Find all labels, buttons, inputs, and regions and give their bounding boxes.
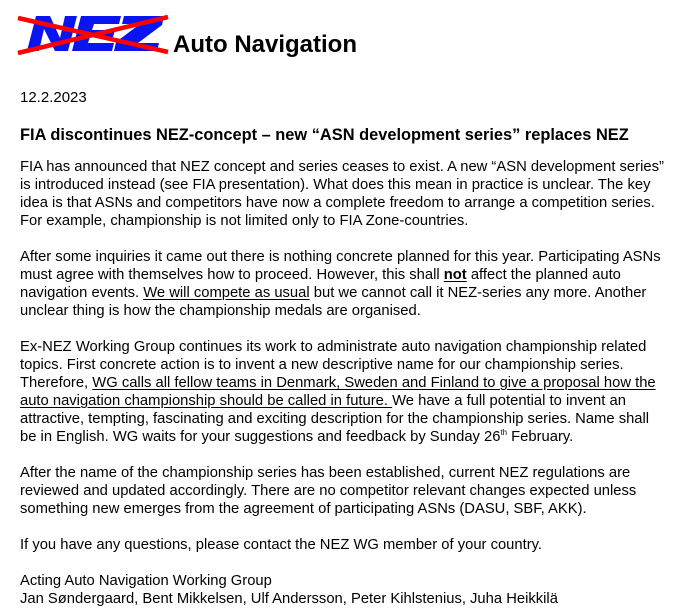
text-span: February. [507,428,574,445]
article-date: 12.2.2023 [20,89,87,106]
text-span: must agree with themselves how to proceed. However, this shall [20,266,444,283]
article-headline: FIA discontinues NEZ-concept – new “ASN development series” replaces NEZ [20,126,629,144]
text-line [20,284,660,302]
underlined-call-for-proposals: WG calls all fellow teams in Denmark, Sweden and Finland to give a proposal how the [92,374,656,391]
text-line: FIA has announced that NEZ concept and series ceases to exist. A new “ASN development series” [20,158,664,175]
page-header [0,0,673,70]
nez-crossed-out-logo-icon [14,10,174,60]
text-span: Therefore, [20,374,93,391]
site-title: Auto Navigation [173,31,357,58]
text-line [20,266,660,284]
text-line: is introduced instead (see FIA presentation). What does this mean in practice is unclear. The key [20,176,651,193]
signature-members: Jan Søndergaard, Bent Mikkelsen, Ulf Andersson, Peter Kihlstenius, Juha Heikkilä [20,590,558,607]
article [20,89,670,608]
underlined-call-for-proposals-cont: auto navigation championship should be called in future. [20,392,393,409]
signature-group: Acting Auto Navigation Working Group [20,572,272,589]
text-line: unclear thing is how the championship medals are organised. [20,302,421,319]
paragraph-2 [20,248,670,320]
text-line [20,392,660,410]
text-line [20,374,660,392]
text-line: something new emerges from the agreement of participating ASNs (DASU, SBF, AKK). [20,500,587,517]
text-line: attractive, tempting, fascinating and exciting description for the championship series. Name shall [20,410,650,427]
paragraph-4 [20,464,670,518]
text-span: affect the planned auto [466,266,621,283]
text-line: topics. First concrete action is to invent a new descriptive name for our championship series. [20,356,624,373]
emphasis-not: not [443,266,467,283]
text-line: After the name of the championship series has been established, current NEZ regulations are [20,464,631,481]
text-line: Ex-NEZ Working Group continues its work to administrate auto navigation championship related [20,338,647,355]
paragraph-5 [20,536,670,554]
text-line: reviewed and updated accordingly. There are no competitor relevant changes expected unless [20,482,637,499]
text-line: idea is that ASNs and competitors have now a complete freedom to arrange a competition series. [20,194,655,211]
signature-block [20,572,670,608]
text-span: We have a full potential to invent an [392,392,626,409]
text-line [20,428,660,446]
paragraph-1 [20,158,670,230]
underlined-compete-as-usual: We will compete as usual [143,284,310,301]
ordinal-suffix: th [500,428,508,437]
text-line: After some inquiries it came out there is nothing concrete planned for this year. Participating ASNs [20,248,661,265]
text-span: be in English. WG waits for your suggestions and feedback by Sunday 26 [20,428,501,445]
text-span: navigation events. [20,284,144,301]
text-line: If you have any questions, please contact the NEZ WG member of your country. [20,536,543,553]
paragraph-3 [20,338,670,446]
text-span: but we cannot call it NEZ-series any more. Another [309,284,647,301]
text-line: For example, championship is not limited only to FIA Zone-countries. [20,212,469,229]
